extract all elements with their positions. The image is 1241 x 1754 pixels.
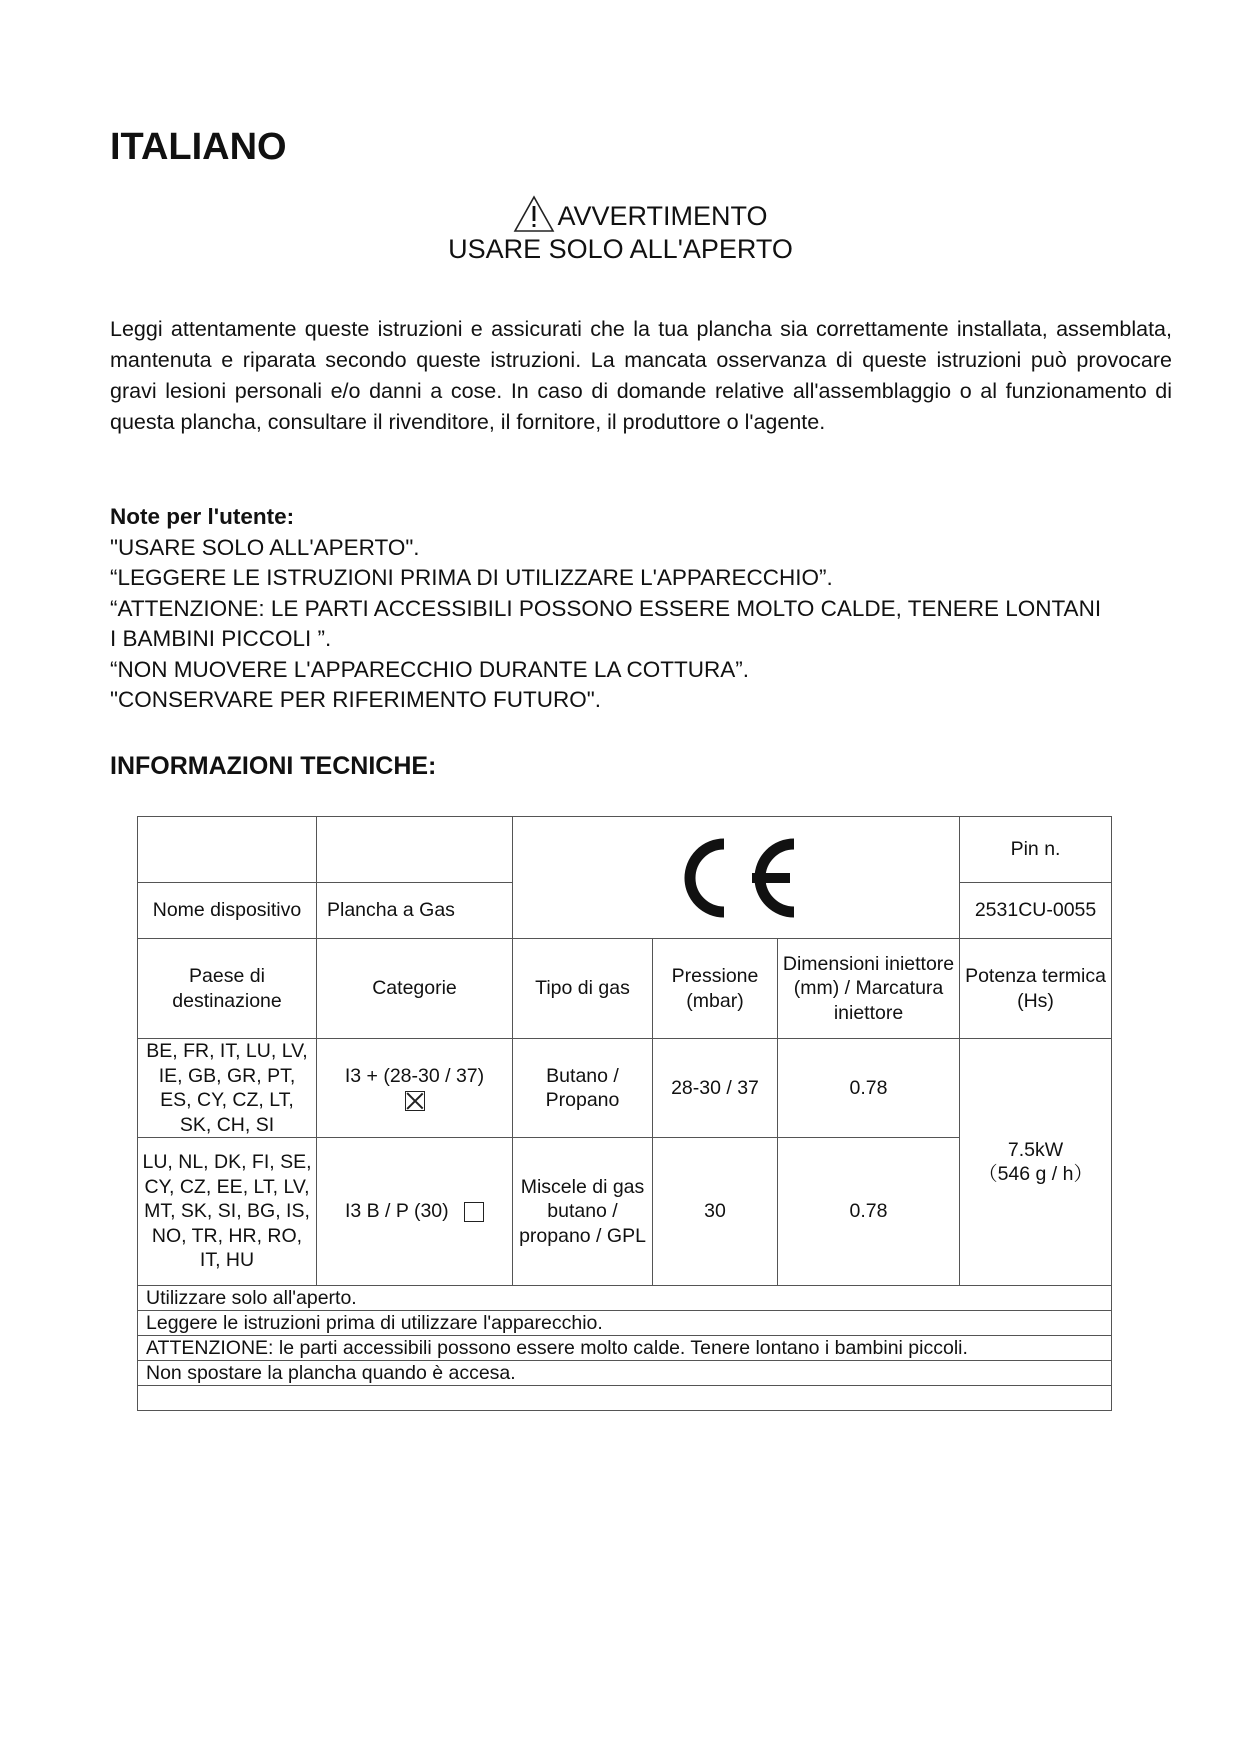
notes-line: “LEGGERE LE ISTRUZIONI PRIMA DI UTILIZZARE L'APPARECCHIO”. [110,565,833,590]
footer-note: Leggere le istruzioni prima di utilizzare l'apparecchio. [138,1311,1112,1336]
row-injector: 0.78 [778,1039,960,1138]
warning-triangle-icon [513,195,555,233]
category-label: I3 + (28-30 / 37) [344,1064,485,1087]
row-category [317,1138,513,1286]
pin-value: 2531CU-0055 [960,883,1112,939]
user-notes [110,502,1172,716]
warning-subheading: USARE SOLO ALL'APERTO [448,234,793,264]
header-category: Categorie [317,939,513,1039]
row-pressure: 28-30 / 37 [653,1039,778,1138]
warning-heading: AVVERTIMENTO [557,201,768,231]
row-pressure: 30 [653,1138,778,1286]
notes-line: “ATTENZIONE: LE PARTI ACCESSIBILI POSSONO ESSERE MOLTO CALDE, TENERE LONTANI [110,595,1102,621]
notes-line: “NON MUOVERE L'APPARECCHIO DURANTE LA COTTURA”. [110,656,749,682]
row-injector: 0.78 [778,1138,960,1286]
notes-heading: Note per l'utente: [110,504,295,529]
blank-cell [317,817,513,883]
tech-info-heading: INFORMAZIONI TECNICHE: [110,752,437,780]
power-flow: （546 g / h） [978,1163,1093,1185]
power-cell [960,1039,1112,1286]
header-injector: Dimensioni iniettore (mm) / Marcatura iniettore [778,939,960,1039]
device-value: Plancha a Gas [317,883,513,939]
empty-checkbox-icon [464,1202,484,1222]
device-label: Nome dispositivo [138,883,317,939]
notes-line: I BAMBINI PICCOLI ”. [110,626,332,651]
intro-paragraph: Leggi attentamente queste istruzioni e assicurati che la tua plancha sia correttamente installata, assemblata, mantenuta e riparata secondo queste istruzioni. La mancata osservanza di queste istruzioni può provocare gravi lesioni personali e/o danni a cose. In caso di domande relative all'assemblaggio o al funzionamento di questa plancha, consultare il rivenditore, il fornitore, il produttore o l'agente. [110,317,1172,434]
page-title: ITALIANO [110,126,287,168]
pin-label: Pin n. [960,817,1112,883]
footer-note: ATTENZIONE: le parti accessibili possono essere molto calde. Tenere lontano i bambini piccoli. [138,1336,1112,1361]
warning-block [0,195,1241,266]
header-pressure: Pressione (mbar) [653,939,778,1039]
tech-table [137,816,1112,1411]
power-value: 7.5kW [1007,1138,1064,1161]
row-gas-type: Butano / Propano [513,1039,653,1138]
category-label: I3 B / P (30) [344,1200,449,1223]
footer-note: Utilizzare solo all'aperto. [138,1286,1112,1311]
row-country: LU, NL, DK, FI, SE, CY, CZ, EE, LT, LV, MT, SK, SI, BG, IS, NO, TR, HR, RO, IT, HU [138,1138,317,1286]
checked-checkbox-icon [405,1091,425,1111]
header-gas-type: Tipo di gas [513,939,653,1039]
blank-cell [138,817,317,883]
ce-mark-icon [666,830,806,926]
header-power: Potenza termica (Hs) [960,939,1112,1039]
header-country: Paese di destinazione [138,939,317,1039]
notes-line: "USARE SOLO ALL'APERTO". [110,534,420,560]
notes-line: "CONSERVARE PER RIFERIMENTO FUTURO". [110,687,602,712]
row-category [317,1039,513,1138]
footer-note [138,1386,1112,1411]
row-gas-type: Miscele di gas butano / propano / GPL [513,1138,653,1286]
ce-mark-cell [513,817,960,939]
row-country: BE, FR, IT, LU, LV, IE, GB, GR, PT, ES, CY, CZ, LT, SK, CH, SI [138,1039,317,1138]
footer-note: Non spostare la plancha quando è accesa. [138,1361,1112,1386]
